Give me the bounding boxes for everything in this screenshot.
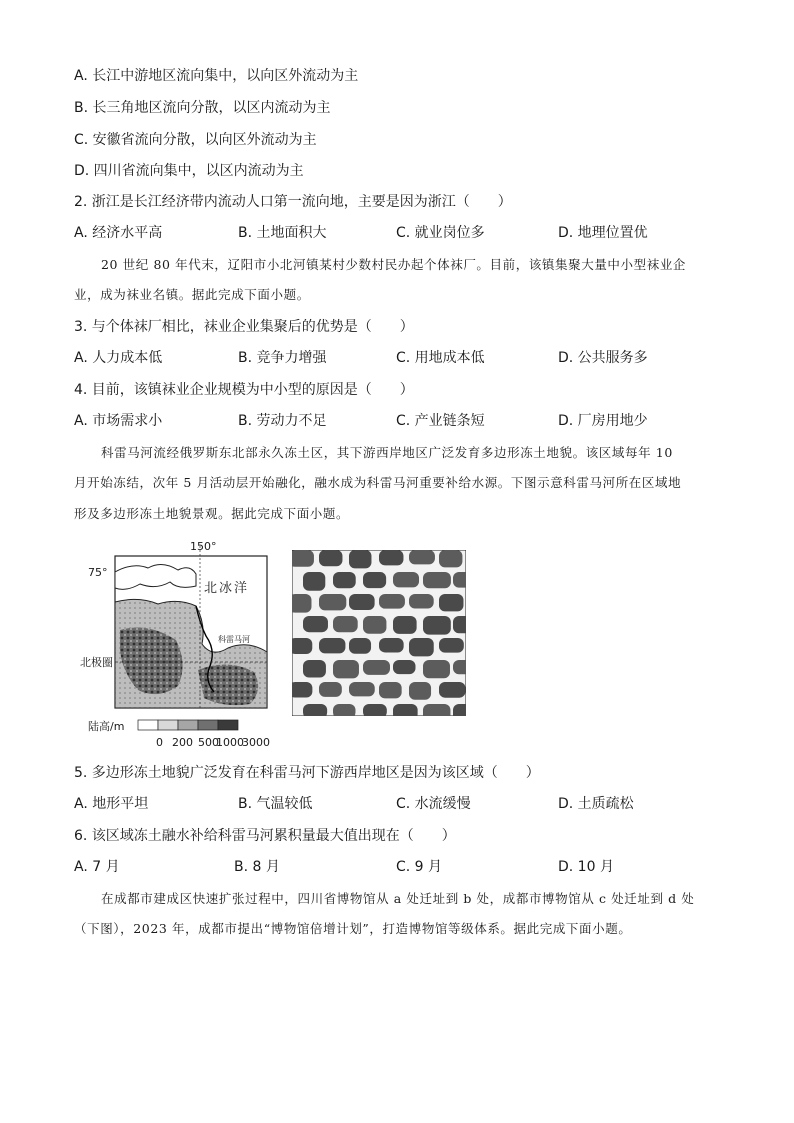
polygon-cell bbox=[453, 704, 466, 716]
q6-options bbox=[74, 857, 714, 877]
q3-option-a: A. 人力成本低 bbox=[74, 350, 163, 366]
polygon-cell bbox=[393, 704, 418, 716]
q6-option-a: A. 7 月 bbox=[74, 859, 120, 875]
polygon-cell bbox=[393, 572, 419, 587]
q3-option-b: B. 竞争力增强 bbox=[238, 350, 327, 366]
q5-options bbox=[74, 794, 714, 814]
q4-option-d: D. 厂房用地少 bbox=[558, 413, 648, 429]
polygon-cell bbox=[439, 594, 463, 611]
passage2-line1: 科雷马河流经俄罗斯东北部永久冻土区，其下游西岸地区广泛发育多边形冻土地貌。该区域每年 10 bbox=[101, 445, 673, 460]
polygon-permafrost-photo bbox=[292, 550, 466, 716]
polygon-cell bbox=[333, 572, 356, 588]
legend-tick-1: 200 bbox=[172, 736, 193, 749]
northern-islands bbox=[115, 564, 196, 589]
polygon-cell bbox=[379, 550, 403, 565]
legend-swatch-3 bbox=[198, 720, 218, 730]
q4-options bbox=[74, 411, 714, 431]
polygon-cell bbox=[423, 616, 451, 635]
polygon-cell bbox=[333, 660, 359, 678]
polygon-cell bbox=[292, 594, 311, 613]
polygon-cell bbox=[363, 572, 386, 588]
polygon-cell bbox=[349, 550, 371, 568]
polygon-cell bbox=[303, 572, 325, 591]
passage3-line2: （下图），2023 年，成都市提出“博物馆倍增计划”，打造博物馆等级体系。据此完成下面小题。 bbox=[74, 921, 632, 936]
legend-tick-0: 0 bbox=[156, 736, 163, 749]
q4-option-c: C. 产业链条短 bbox=[396, 413, 485, 429]
legend-swatch-1 bbox=[158, 720, 178, 730]
polygon-cell bbox=[409, 550, 435, 564]
q5-option-a: A. 地形平坦 bbox=[74, 796, 149, 812]
polygon-cell bbox=[333, 616, 358, 632]
legend-tick-3: 1000 bbox=[216, 736, 244, 749]
polygon-cell bbox=[423, 660, 450, 678]
polygon-cell bbox=[363, 616, 386, 634]
q1-option-a: A. 长江中游地区流向集中，以向区外流动为主 bbox=[74, 68, 359, 84]
lon-label: 150° bbox=[190, 540, 217, 553]
polygon-cell bbox=[303, 704, 327, 716]
q6-option-c: C. 9 月 bbox=[396, 859, 443, 875]
polygon-cell bbox=[423, 704, 450, 716]
polygon-cell bbox=[379, 682, 402, 698]
polygon-cell bbox=[439, 682, 465, 698]
river-label: 科雷马河 bbox=[218, 635, 250, 644]
q3-option-d: D. 公共服务多 bbox=[558, 350, 648, 366]
passage1-line1: 20 世纪 80 年代末，辽阳市小北河镇某村少数村民办起个体袜厂。目前，该镇集聚大量中小型袜业企 bbox=[101, 257, 687, 272]
kolyma-terrain-map bbox=[78, 540, 278, 752]
q6-stem: 6. 该区域冻土融水补给科雷马河累积量最大值出现在（ ） bbox=[74, 828, 456, 844]
legend-tick-4: 3000 bbox=[242, 736, 270, 749]
passage1-line2: 业，成为袜业名镇。据此完成下面小题。 bbox=[74, 287, 310, 302]
polygon-cell bbox=[393, 660, 415, 674]
polygon-cell bbox=[453, 572, 466, 588]
polygon-cell bbox=[292, 682, 312, 697]
q2-options bbox=[74, 223, 714, 243]
ocean-label: 北冰洋 bbox=[204, 581, 250, 596]
passage3-line1: 在成都市建成区快速扩张过程中，四川省博物馆从 a 处迁址到 b 处，成都市博物馆从 c 处迁址到 d 处 bbox=[101, 891, 695, 906]
eastern-mountains bbox=[198, 664, 258, 705]
polygon-cell bbox=[363, 660, 390, 675]
q5-stem: 5. 多边形冻土地貌广泛发育在科雷马河下游西岸地区是因为该区域（ ） bbox=[74, 765, 540, 781]
q4-option-b: B. 劳动力不足 bbox=[238, 413, 327, 429]
polygon-cell bbox=[393, 616, 417, 634]
polygon-cell bbox=[453, 616, 466, 633]
polygon-cell bbox=[303, 616, 328, 632]
arctic-circle-label: 北极圈 bbox=[80, 656, 113, 669]
polygon-cell bbox=[303, 660, 326, 678]
legend-tick-2: 500 bbox=[198, 736, 219, 749]
q4-option-a: A. 市场需求小 bbox=[74, 413, 163, 429]
polygon-cell bbox=[379, 638, 404, 652]
polygon-cell bbox=[439, 550, 462, 567]
q5-option-c: C. 水流缓慢 bbox=[396, 796, 471, 812]
q5-option-b: B. 气温较低 bbox=[238, 796, 313, 812]
polygon-cell bbox=[349, 682, 375, 696]
q1-option-b: B. 长三角地区流向分散，以区内流动为主 bbox=[74, 100, 331, 116]
polygon-cell bbox=[349, 638, 371, 654]
polygon-cell bbox=[349, 594, 375, 610]
polygon-cell bbox=[319, 638, 345, 653]
q3-options bbox=[74, 348, 714, 368]
polygon-cell bbox=[423, 572, 451, 588]
q2-option-a: A. 经济水平高 bbox=[74, 225, 163, 241]
q2-option-c: C. 就业岗位多 bbox=[396, 225, 485, 241]
q1-option-d: D. 四川省流向集中，以区内流动为主 bbox=[74, 163, 304, 179]
q1-option-c: C. 安徽省流向分散，以向区外流动为主 bbox=[74, 132, 317, 148]
q3-stem: 3. 与个体袜厂相比，袜业企业集聚后的优势是（ ） bbox=[74, 319, 414, 335]
q3-option-c: C. 用地成本低 bbox=[396, 350, 485, 366]
elevation-legend bbox=[138, 720, 238, 730]
legend-title: 陆高/m bbox=[88, 720, 125, 733]
polygon-cell bbox=[292, 550, 314, 567]
q6-option-b: B. 8 月 bbox=[234, 859, 280, 875]
legend-swatch-0 bbox=[138, 720, 158, 730]
q2-option-d: D. 地理位置优 bbox=[558, 225, 648, 241]
polygon-cell bbox=[333, 704, 355, 716]
polygon-cell bbox=[292, 638, 312, 654]
polygon-cell bbox=[409, 594, 434, 608]
q4-stem: 4. 目前，该镇袜业企业规模为中小型的原因是（ ） bbox=[74, 382, 414, 398]
q6-option-d: D. 10 月 bbox=[558, 859, 614, 875]
polygon-cell bbox=[453, 660, 466, 674]
q5-option-d: D. 土质疏松 bbox=[558, 796, 634, 812]
polygon-cell bbox=[319, 594, 346, 610]
polygon-cell bbox=[409, 682, 431, 700]
passage2-line2: 月开始冻结，次年 5 月活动层开始融化，融水成为科雷马河重要补给水源。下图示意科雷马河所在区域地 bbox=[74, 475, 682, 490]
passage2-line3: 形及多边形冻土地貌景观。据此完成下面小题。 bbox=[74, 506, 350, 521]
polygon-cell bbox=[363, 704, 387, 716]
polygon-cell bbox=[379, 594, 405, 609]
legend-swatch-4 bbox=[218, 720, 238, 730]
polygon-cell bbox=[439, 638, 464, 653]
q2-option-b: B. 土地面积大 bbox=[238, 225, 327, 241]
polygon-cell bbox=[319, 550, 342, 566]
q2-stem: 2. 浙江是长江经济带内流动人口第一流向地，主要是因为浙江（ ） bbox=[74, 194, 512, 210]
polygon-cell bbox=[319, 682, 342, 697]
legend-swatch-2 bbox=[178, 720, 198, 730]
polygon-cell bbox=[409, 638, 434, 656]
lat-label: 75° bbox=[88, 566, 108, 579]
